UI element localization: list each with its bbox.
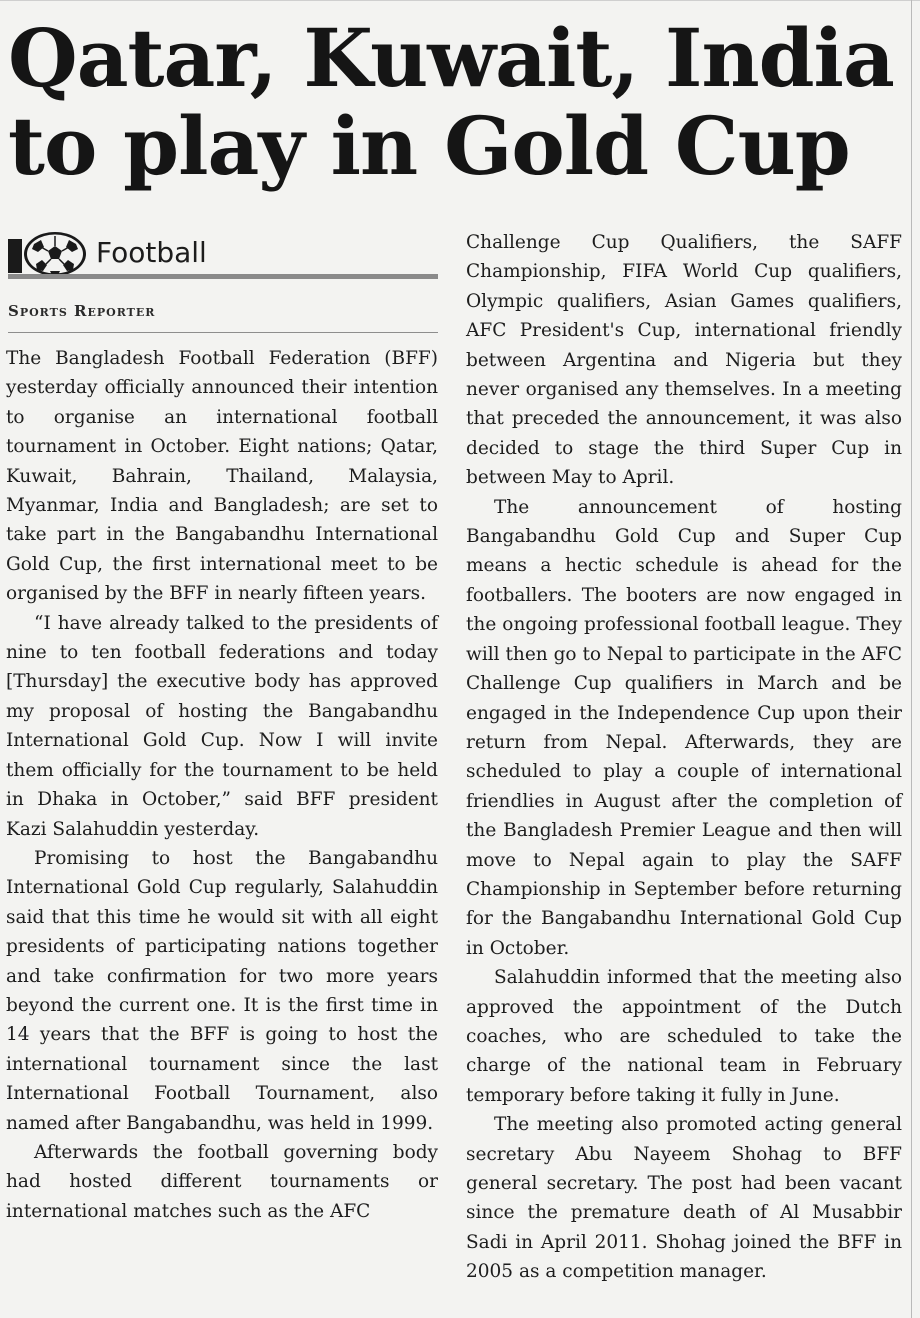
paragraph: The meeting also promoted acting general secretary Abu Nayeem Shohag to BFF general secretary. The post had been vacant since the premature death of Al Musabbir Sadi in April 2011. Shohag joined the BFF in 2005 as a competition manager. [466,1114,902,1283]
paragraph: Salahuddin informed that the meeting also approved the appointment of the Dutch coaches, who are scheduled to take the charge of the national team in February temporary before taking it fully in June. [466,967,902,1106]
clipping-top-edge [0,0,920,1]
paragraph: The announcement of hosting Bangabandhu Gold Cup and Super Cup means a hectic schedule is ahead for the footballers. The booters are now engaged in the ongoing professional football league. They will then go to Nepal to participate in the AFC Challenge Cup qualifiers in March and be engaged in the Independence Cup upon their return from Nepal. Afterwards, they are scheduled to play a couple of international friendlies in August after the completion of the Bangladesh Premier League and then will move to Nepal again to play the SAFF Championship in September before returning for the Bangabandhu International Gold Cup in October. [466,496,902,959]
paragraph: Promising to host the Bangabandhu International Gold Cup regularly, Salahuddin said that this time he would sit with all eight presidents of participating nations together and take confirmation for two more years beyond the current one. It is the first time in 14 years that the BFF is going to host the international tournament since the last International Football Tournament, also named after Bangabandhu, was held in 1999. [6,847,438,1134]
football-icon [22,230,88,278]
byline-rule [8,332,438,333]
section-bar [8,239,22,273]
headline-line-1: Qatar, Kuwait, India [8,11,894,105]
clipping-right-edge [911,0,912,1318]
headline [8,11,898,193]
section-tag [8,228,438,280]
paragraph: The Bangladesh Football Federation (BFF) yesterday officially announced their intention to organise an international football tournament in October. Eight nations; Qatar, Kuwait, Bahrain, Thailand, Malaysia, Myanmar, India and Bangladesh; are set to take part in the Bangabandhu International Gold Cup, the first international meet to be organised by the BFF in nearly fifteen years. [6,348,438,605]
headline-line-2: to play in Gold Cup [8,99,850,193]
section-label: Football [96,236,207,269]
paragraph: “I have already talked to the presidents of nine to ten football federations and today [Thursday] the executive body has approved my proposal of hosting the Bangabandhu International Gold Cup. Now I will invite them officially for the tournament to be held in Dhaka in October,” said BFF president Kazi Salahuddin yesterday. [6,612,438,840]
left-column [6,344,438,1226]
byline: Sports Reporter [8,302,156,320]
paragraph: Afterwards the football governing body had hosted different tournaments or international matches such as the AFC [6,1141,438,1222]
section-rule [8,274,438,279]
right-column [466,228,902,1287]
paragraph-continued: Challenge Cup Qualifiers, the SAFF Championship, FIFA World Cup qualifiers, Olympic qualifiers, Asian Games qualifiers, AFC President's Cup, international friendly between Argentina and Nigeria but they never organised any themselves. In a meeting that preceded the announcement, it was also decided to stage the third Super Cup in between May to April. [466,232,902,489]
